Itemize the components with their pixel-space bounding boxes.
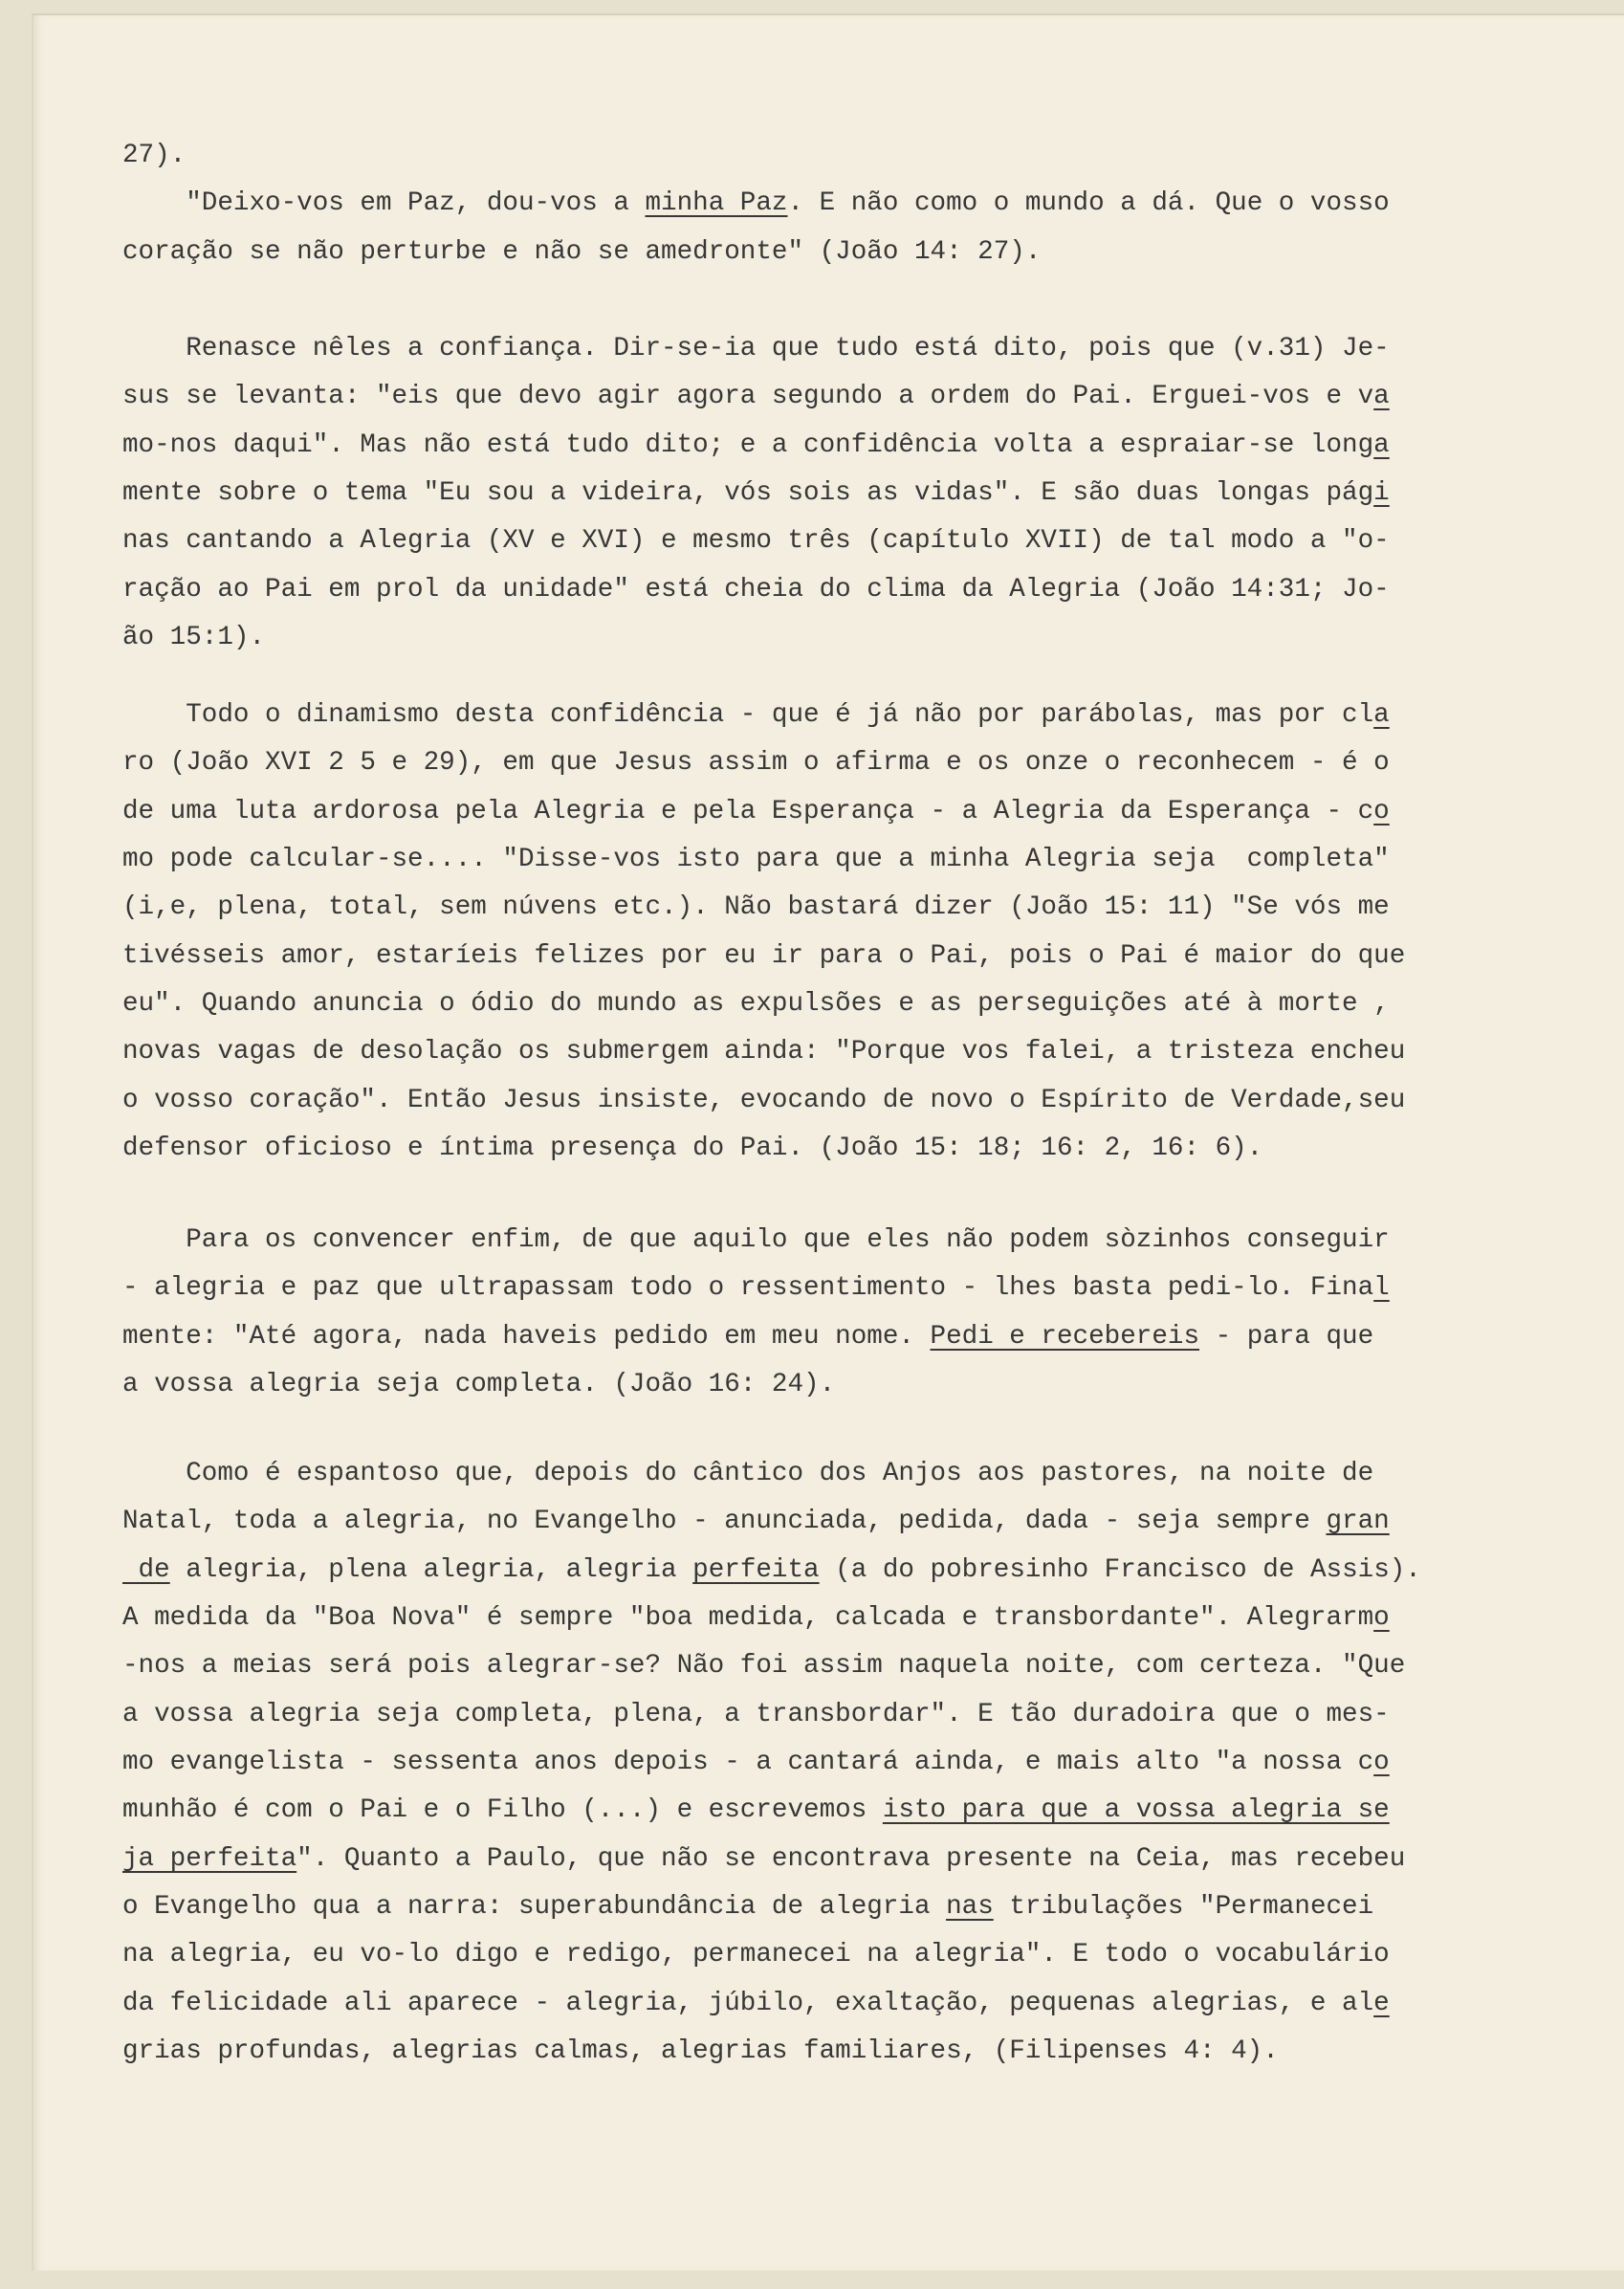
text-run: sus se levanta: "eis que devo agir agora segundo a ordem do Pai. Erguei-vos e v bbox=[122, 382, 1374, 412]
text-line bbox=[122, 1077, 1405, 1125]
text-line bbox=[122, 739, 1405, 787]
text-line bbox=[122, 836, 1405, 884]
paragraph bbox=[122, 692, 1405, 1173]
underlined-text: o bbox=[1373, 796, 1390, 826]
underlined-text: ja perfeita bbox=[122, 1843, 297, 1874]
text-run: o vosso coração". Então Jesus insiste, evocando de novo o Espírito de Verdade,seu bbox=[122, 1085, 1406, 1115]
text-line bbox=[122, 614, 1390, 662]
text-run: "Deixo-vos em Paz, dou-vos a bbox=[186, 188, 646, 219]
paragraph bbox=[122, 132, 186, 180]
text-line bbox=[122, 1931, 1421, 1979]
text-run: ". Quanto a Paulo, que não se encontrava presente na Ceia, mas recebeu bbox=[296, 1843, 1406, 1874]
text-run: mo-nos daqui". Mas não está tudo dito; e a confidência volta a espraiar-se long bbox=[122, 429, 1374, 460]
text-run: tivésseis amor, estaríeis felizes por eu ir para o Pai, pois o Pai é maior do que bbox=[122, 940, 1406, 971]
text-run: Todo o dinamismo desta confidência - que é já não por parábolas, mas por cl bbox=[186, 700, 1374, 730]
text-run: Renasce nêles a confiança. Dir-se-ia que tudo está dito, pois que (v.31) Je- bbox=[186, 334, 1390, 363]
text-line bbox=[122, 1547, 1421, 1595]
underlined-text: a bbox=[1373, 700, 1390, 730]
text-run: -nos a meias será pois alegrar-se? Não foi assim naquela noite, com certeza. "Que bbox=[122, 1651, 1406, 1682]
text-run: - para que bbox=[1199, 1321, 1374, 1352]
paragraph bbox=[122, 1450, 1421, 2076]
text-run: ração ao Pai em prol da unidade" está cheia do clima da Alegria (João 14:31; Jo- bbox=[122, 574, 1390, 605]
text-line bbox=[122, 692, 1405, 739]
underlined-text: Pedi e recebereis bbox=[930, 1321, 1200, 1352]
text-run: munhão é com o Pai e o Filho (...) e escrevemos bbox=[122, 1795, 883, 1826]
text-line bbox=[122, 373, 1390, 421]
text-run: Para os convencer enfim, de que aquilo que eles não podem sòzinhos conseguir bbox=[186, 1225, 1390, 1255]
text-run: mo evangelista - sessenta anos depois - a cantará ainda, e mais alto "a nossa c bbox=[122, 1748, 1374, 1778]
underlined-text: a bbox=[1373, 382, 1390, 412]
underlined-text: isto para que a vossa alegria se bbox=[882, 1795, 1390, 1826]
text-run: (i,e, plena, total, sem núvens etc.). Não bastará dizer (João 15: 11) "Se vós me bbox=[122, 892, 1390, 923]
text-line bbox=[122, 1836, 1421, 1883]
underlined-text: de bbox=[122, 1554, 170, 1585]
text-line bbox=[122, 1028, 1405, 1076]
text-run: grias profundas, alegrias calmas, alegrias familiares, (Filipenses 4: 4). bbox=[122, 2036, 1279, 2067]
text-line bbox=[122, 1265, 1390, 1312]
text-run: - alegria e paz que ultrapassam todo o ressentimento - lhes basta pedi-lo. Fina bbox=[122, 1273, 1374, 1304]
text-line bbox=[122, 1450, 1421, 1498]
text-line bbox=[122, 132, 186, 180]
paragraph bbox=[122, 180, 1390, 276]
text-line bbox=[122, 1691, 1421, 1739]
text-line bbox=[122, 180, 1390, 228]
text-run: o Evangelho qua a narra: superabundância de alegria bbox=[122, 1892, 947, 1923]
text-run: 27). bbox=[122, 141, 187, 170]
underlined-text: l bbox=[1373, 1273, 1390, 1304]
text-run: ão 15:1). bbox=[122, 623, 266, 653]
text-run: novas vagas de desolação os submergem ainda: "Porque vos falei, a tristeza encheu bbox=[122, 1037, 1406, 1067]
text-run: na alegria, eu vo-lo digo e redigo, permanecei na alegria". E todo o vocabulário bbox=[122, 1940, 1390, 1970]
text-run: alegria, plena alegria, alegria bbox=[169, 1554, 693, 1585]
text-run: de uma luta ardorosa pela Alegria e pela Esperança - a Alegria da Esperança - c bbox=[122, 796, 1374, 826]
text-line bbox=[122, 1361, 1390, 1409]
text-line bbox=[122, 1217, 1390, 1265]
underlined-text: i bbox=[1373, 478, 1390, 509]
text-line bbox=[122, 325, 1390, 373]
underlined-text: o bbox=[1373, 1748, 1390, 1778]
text-run: defensor oficioso e íntima presença do Pai. (João 15: 18; 16: 2, 16: 6). bbox=[122, 1133, 1263, 1164]
underlined-text: o bbox=[1373, 1603, 1390, 1634]
text-run: (a do pobresinho Francisco de Assis). bbox=[819, 1554, 1421, 1585]
text-line bbox=[122, 1498, 1421, 1546]
text-line bbox=[122, 933, 1405, 980]
paragraph bbox=[122, 1217, 1390, 1409]
text-run: tribulações "Permanecei bbox=[993, 1892, 1374, 1923]
text-run: mente sobre o tema "Eu sou a videira, vós sois as vidas". E são duas longas pág bbox=[122, 478, 1374, 509]
underlined-text: nas bbox=[946, 1892, 994, 1923]
underlined-text: a bbox=[1373, 429, 1390, 460]
text-run: mente: "Até agora, nada haveis pedido em meu nome. bbox=[122, 1321, 931, 1352]
text-line bbox=[122, 1787, 1421, 1835]
text-run: eu". Quando anuncia o ódio do mundo as expulsões e as perseguições até à morte , bbox=[122, 989, 1390, 1020]
text-line bbox=[122, 1595, 1421, 1642]
text-line bbox=[122, 2028, 1421, 2076]
text-run: Natal, toda a alegria, no Evangelho - anunciada, pedida, dada - seja sempre bbox=[122, 1507, 1327, 1537]
text-line bbox=[122, 1739, 1421, 1787]
underlined-text: perfeita bbox=[692, 1554, 820, 1585]
text-run: Como é espantoso que, depois do cântico dos Anjos aos pastores, na noite de bbox=[186, 1459, 1374, 1488]
text-line bbox=[122, 884, 1405, 932]
text-line bbox=[122, 566, 1390, 614]
text-line bbox=[122, 1125, 1405, 1173]
text-run: a vossa alegria seja completa. (João 16: 24). bbox=[122, 1370, 836, 1400]
text-line bbox=[122, 1313, 1390, 1361]
text-run: A medida da "Boa Nova" é sempre "boa medida, calcada e transbordante". Alegrarm bbox=[122, 1603, 1374, 1634]
text-line bbox=[122, 470, 1390, 517]
text-run: mo pode calcular-se.... "Disse-vos isto para que a minha Alegria seja completa" bbox=[122, 845, 1390, 875]
underlined-text: e bbox=[1373, 1988, 1390, 2018]
paragraph bbox=[122, 325, 1390, 662]
text-line bbox=[122, 517, 1390, 565]
text-line bbox=[122, 1883, 1421, 1931]
text-line bbox=[122, 788, 1405, 836]
underlined-text: minha Paz bbox=[645, 188, 788, 219]
text-run: ro (João XVI 2 5 e 29), em que Jesus assim o afirma e os onze o reconhecem - é o bbox=[122, 748, 1390, 779]
text-run: nas cantando a Alegria (XV e XVI) e mesmo três (capítulo XVII) de tal modo a "o- bbox=[122, 526, 1390, 557]
text-line bbox=[122, 1642, 1421, 1690]
text-line bbox=[122, 422, 1390, 470]
underlined-text: gran bbox=[1326, 1507, 1390, 1537]
text-line bbox=[122, 229, 1390, 276]
text-line bbox=[122, 1980, 1421, 2028]
text-run: . E não como o mundo a dá. Que o vosso bbox=[787, 188, 1390, 219]
text-line bbox=[122, 980, 1405, 1028]
text-run: coração se não perturbe e não se amedronte" (João 14: 27). bbox=[122, 236, 1042, 267]
text-run: a vossa alegria seja completa, plena, a transbordar". E tão duradoira que o mes- bbox=[122, 1699, 1390, 1729]
text-run: da felicidade ali aparece - alegria, júbilo, exaltação, pequenas alegrias, e al bbox=[122, 1988, 1374, 2018]
